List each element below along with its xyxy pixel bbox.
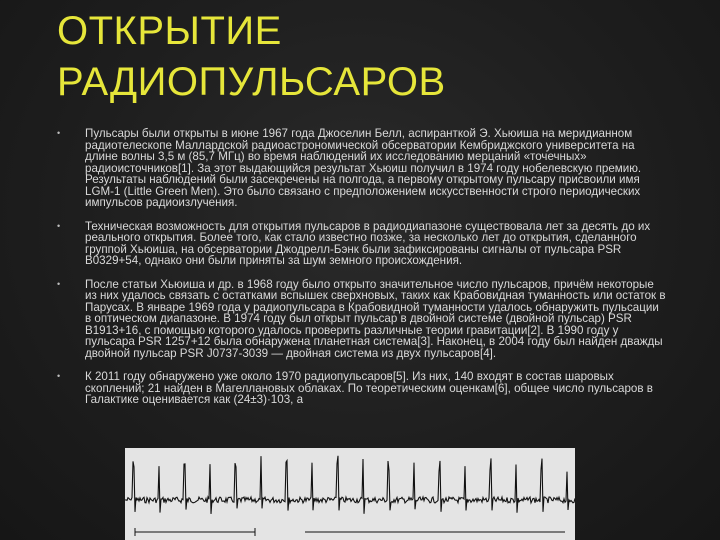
bullet-text: Пульсары были открыты в июне 1967 года Джоселин Белл, аспиранткой Э. Хьюиша на меридианном радиотелескопе Маллардской радиоастрономической обсерватории Кембриджского университета на длине волны 3,5 м (85,7 МГц) во время наблюдений их исследованию мерцаний «точечных» радиоисточников[1]. За этот выдающийся результат Хьюиш получил в 1974 году нобелевскую премию. Результаты наблюдений были засекречены на полгода, а первому открытому пульсару присвоили имя LGM-1 (Little Green Men). Это было связано с предположением искусственности строго периодических импульсов радиоизлучения. [85,127,642,209]
title-line-2: РАДИОПУЛЬСАРОВ [57,60,446,104]
slide-title [57,6,677,108]
recording-scale-marks [135,528,565,536]
bullet-text: После статьи Хьюиша и др. в 1968 году было открыто значительное число пульсаров, причём некоторые из них удалось связать с остатками вспышек сверхновых, таких как Крабовидная туманность или остаток в Парусах. В январе 1969 года у радиопульсара в Крабовидной туманности удалось обнаружить пульсации в оптическом диапазоне. В 1974 году был открыт пульсар в двойной системе (двойной пульсар) PSR B1913+16, с помощью которого удалось проверить различные теории гравитации[2]. В 1990 году у пульсара PSR 1257+12 была обнаружена планетная система[3]. Наконец, в 2004 году был найден дважды двойной пульсар PSR J0737-3039 — двойная система из двух пульсаров[4]. [85,277,666,360]
bullet-item [57,371,667,406]
bullet-icon: • [57,220,61,231]
bullet-icon: • [57,128,61,138]
bullet-list [57,128,667,418]
bullet-icon: • [57,278,61,289]
bullet-text: Техническая возможность для открытия пульсаров в радиодиапазоне существовала лет за десять до их реального открытия. Более того, как стало известно позже, за несколько лет до открытия, сделанного группой Хьюиша, на обсерватории Джодрелл-Бэнк были зафиксированы сигналы от пульсара PSR B0329+54, однако они были приняты за шум земного происхождения. [85,219,651,267]
title-line-1: ОТКРЫТИЕ [57,9,282,53]
pulse-trace-icon [125,448,575,540]
pulse-waveform [125,456,575,514]
bullet-icon: • [57,371,61,381]
bullet-item [57,279,667,360]
bullet-item [57,221,667,267]
bullet-text: К 2011 году обнаружено уже около 1970 радиопульсаров[5]. Из них, 140 входят в состав шаровых скоплений; 21 найден в Магеллановых облаках. По теоретическим оценкам[6], общее число пульсаров в Галактике оценивается как (24±3)·103, а [85,370,653,406]
pulsar-signal-recording-image [125,448,575,540]
bullet-item [57,128,667,209]
